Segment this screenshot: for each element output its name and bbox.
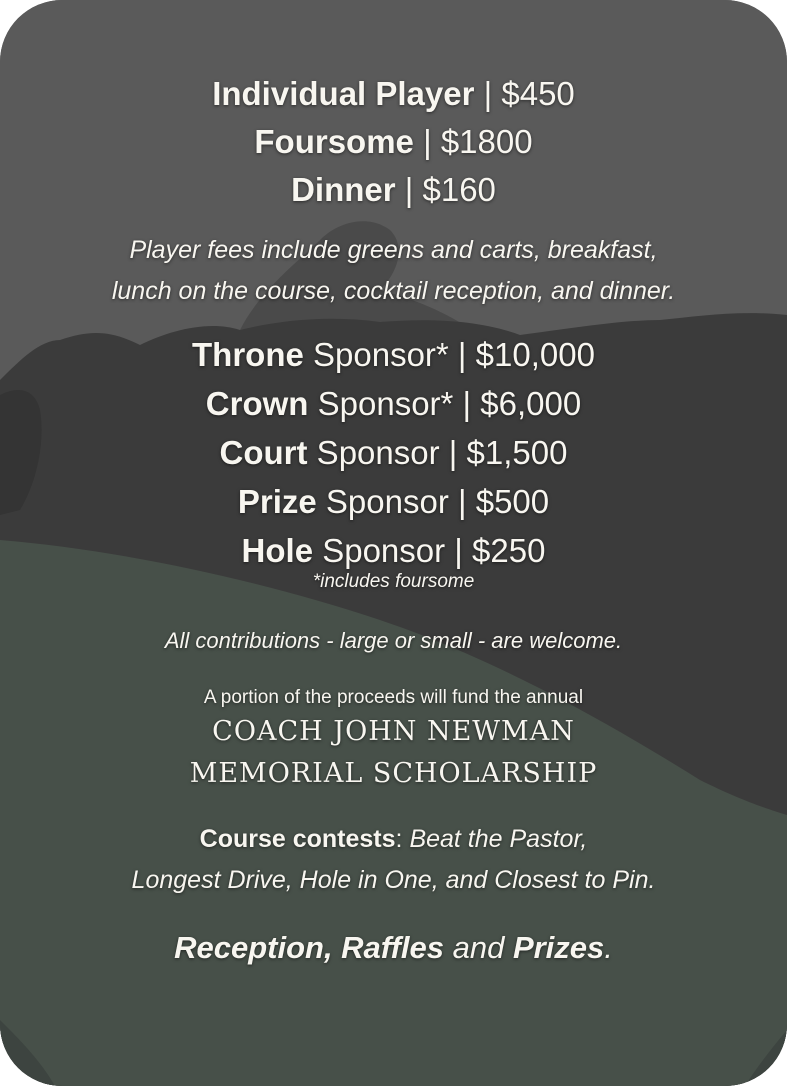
scholarship-name-line-1: COACH JOHN NEWMAN — [212, 716, 575, 747]
sponsor-footnote: *includes foursome — [312, 571, 475, 592]
sponsor-throne: Throne Sponsor* | $10,000 — [192, 336, 595, 373]
pricing-list — [0, 70, 787, 214]
pricing-item-foursome: Foursome | $1800 — [254, 123, 533, 160]
contests-line-2: Longest Drive, Hole in One, and Closest to Pin. — [131, 866, 656, 894]
sponsor-crown: Crown Sponsor* | $6,000 — [205, 385, 582, 422]
proceeds-intro: A portion of the proceeds will fund the annual — [203, 687, 584, 708]
scholarship-name-line-2: MEMORIAL SCHOLARSHIP — [189, 758, 598, 789]
sponsor-court: Court Sponsor | $1,500 — [219, 434, 568, 471]
scholarship-block — [0, 685, 787, 795]
sponsor-hole: Hole Sponsor | $250 — [241, 532, 546, 569]
pricing-item-dinner: Dinner | $160 — [291, 171, 496, 208]
sponsor-list — [0, 330, 787, 595]
contests-line-1: Course contests: Beat the Pastor, — [199, 825, 588, 853]
contributions-welcome: All contributions - large or small - are welcome. — [164, 628, 623, 653]
player-fees-line-2: lunch on the course, cocktail reception, and dinner. — [111, 277, 676, 305]
player-fees-line-1: Player fees include greens and carts, breakfast, — [129, 236, 658, 264]
player-fees-note — [0, 230, 787, 312]
pricing-item-individual: Individual Player | $450 — [212, 75, 575, 112]
reception-raffles-prizes: Reception, Raffles and Prizes. — [174, 930, 613, 965]
sponsor-prize: Prize Sponsor | $500 — [237, 483, 550, 520]
course-contests — [0, 819, 787, 901]
